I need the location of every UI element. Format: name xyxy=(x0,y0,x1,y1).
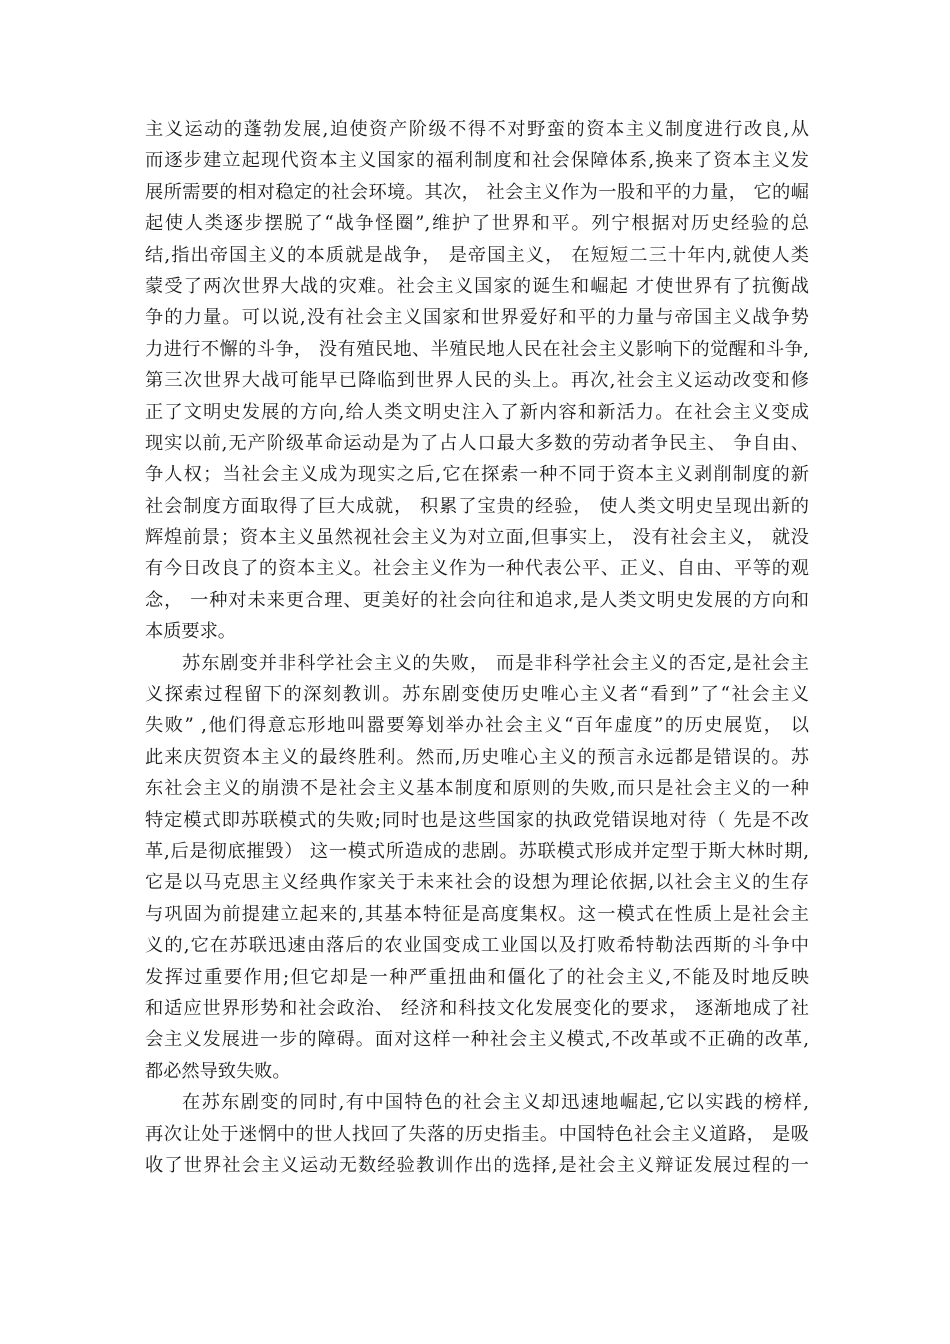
text-line: 现实以前,无产阶级革命运动是为了占人口最大多数的劳动者争民主、 争自由、 xyxy=(145,432,809,454)
text-line: 辉煌前景；资本主义虽然视社会主义为对立面,但事实上， 没有社会主义， 就没 xyxy=(145,527,809,549)
text-line: 结,指出帝国主义的本质就是战争， 是帝国主义， 在短短二三十年内,就使人类 xyxy=(145,244,809,266)
text-line: 在苏东剧变的同时,有中国特色的社会主义却迅速地崛起,它以实践的榜样, xyxy=(182,1092,809,1114)
text-line: 革,后是彻底摧毁） 这一模式所造成的悲剧。苏联模式形成并定型于斯大林时期, xyxy=(145,840,809,862)
text-line: 起使人类逐步摆脱了“战争怪圈”,维护了世界和平。列宁根据对历史经验的总 xyxy=(145,213,809,235)
text-line: 本质要求。 xyxy=(145,621,236,643)
document-page xyxy=(145,114,809,1181)
text-line: 此来庆贺资本主义的最终胜利。然而,历史唯心主义的预言永远都是错误的。苏 xyxy=(145,746,809,768)
text-line: 力进行不懈的斗争， 没有殖民地、半殖民地人民在社会主义影响下的觉醒和斗争, xyxy=(145,338,809,360)
text-line: 会主义发展进一步的障碍。面对这样一种社会主义模式,不改革或不正确的改革, xyxy=(145,1029,809,1051)
text-line: 有今日改良了的资本主义。社会主义作为一种代表公平、正义、自由、平等的观 xyxy=(145,558,809,580)
text-line: 义的,它在苏联迅速由落后的农业国变成工业国以及打败希特勒法西斯的斗争中 xyxy=(145,935,809,957)
text-line: 和适应世界形势和社会政治、 经济和科技文化发展变化的要求， 逐渐地成了社 xyxy=(145,997,809,1019)
paragraph xyxy=(145,648,809,1087)
paragraph xyxy=(145,114,809,648)
text-line: 都必然导致失败。 xyxy=(145,1060,291,1082)
text-line: 苏东剧变并非科学社会主义的失败， 而是非科学社会主义的否定,是社会主 xyxy=(182,652,809,674)
text-line: 社会制度方面取得了巨大成就， 积累了宝贵的经验， 使人类文明史呈现出新的 xyxy=(145,495,809,517)
text-line: 展所需要的相对稳定的社会环境。其次， 社会主义作为一股和平的力量， 它的崛 xyxy=(145,181,809,203)
text-line: 再次让处于迷惘中的世人找回了失落的历史指圭。中国特色社会主义道路， 是吸 xyxy=(145,1123,809,1145)
text-line: 正了文明史发展的方向,给人类文明史注入了新内容和新活力。在社会主义变成 xyxy=(145,401,809,423)
text-line: 失败” ,他们得意忘形地叫嚣要筹划举办社会主义“百年虚度”的历史展览， 以 xyxy=(145,715,809,737)
text-line: 义探索过程留下的深刻教训。苏东剧变使历史唯心主义者“看到”了“社会主义 xyxy=(145,684,809,706)
text-line: 特定模式即苏联模式的失败;同时也是这些国家的执政党错误地对待（ 先是不改 xyxy=(145,809,809,831)
paragraph xyxy=(145,1087,809,1181)
text-line: 争人权；当社会主义成为现实之后,它在探索一种不同于资本主义剥削制度的新 xyxy=(145,464,809,486)
text-line: 而逐步建立起现代资本主义国家的福利制度和社会保障体系,换来了资本主义发 xyxy=(145,150,809,172)
text-line: 收了世界社会主义运动无数经验教训作出的选择,是社会主义辩证发展过程的一 xyxy=(145,1154,809,1176)
text-line: 蒙受了两次世界大战的灾难。社会主义国家的诞生和崛起 才使世界有了抗衡战 xyxy=(145,275,809,297)
text-line: 与巩固为前提建立起来的,其基本特征是高度集权。这一模式在性质上是社会主 xyxy=(145,903,809,925)
text-line: 发挥过重要作用;但它却是一种严重扭曲和僵化了的社会主义,不能及时地反映 xyxy=(145,966,809,988)
text-line: 东社会主义的崩溃不是社会主义基本制度和原则的失败,而只是社会主义的一种 xyxy=(145,778,809,800)
text-line: 主义运动的蓬勃发展,迫使资产阶级不得不对野蛮的资本主义制度进行改良,从 xyxy=(145,119,809,140)
text-line: 它是以马克思主义经典作家关于未来社会的设想为理论依据,以社会主义的生存 xyxy=(145,872,809,894)
text-line: 争的力量。可以说,没有社会主义国家和世界爱好和平的力量与帝国主义战争势 xyxy=(145,307,809,329)
text-line: 念， 一种对未来更合理、更美好的社会向往和追求,是人类文明史发展的方向和 xyxy=(145,589,809,611)
text-line: 第三次世界大战可能早已降临到世界人民的头上。再次,社会主义运动改变和修 xyxy=(145,370,809,392)
